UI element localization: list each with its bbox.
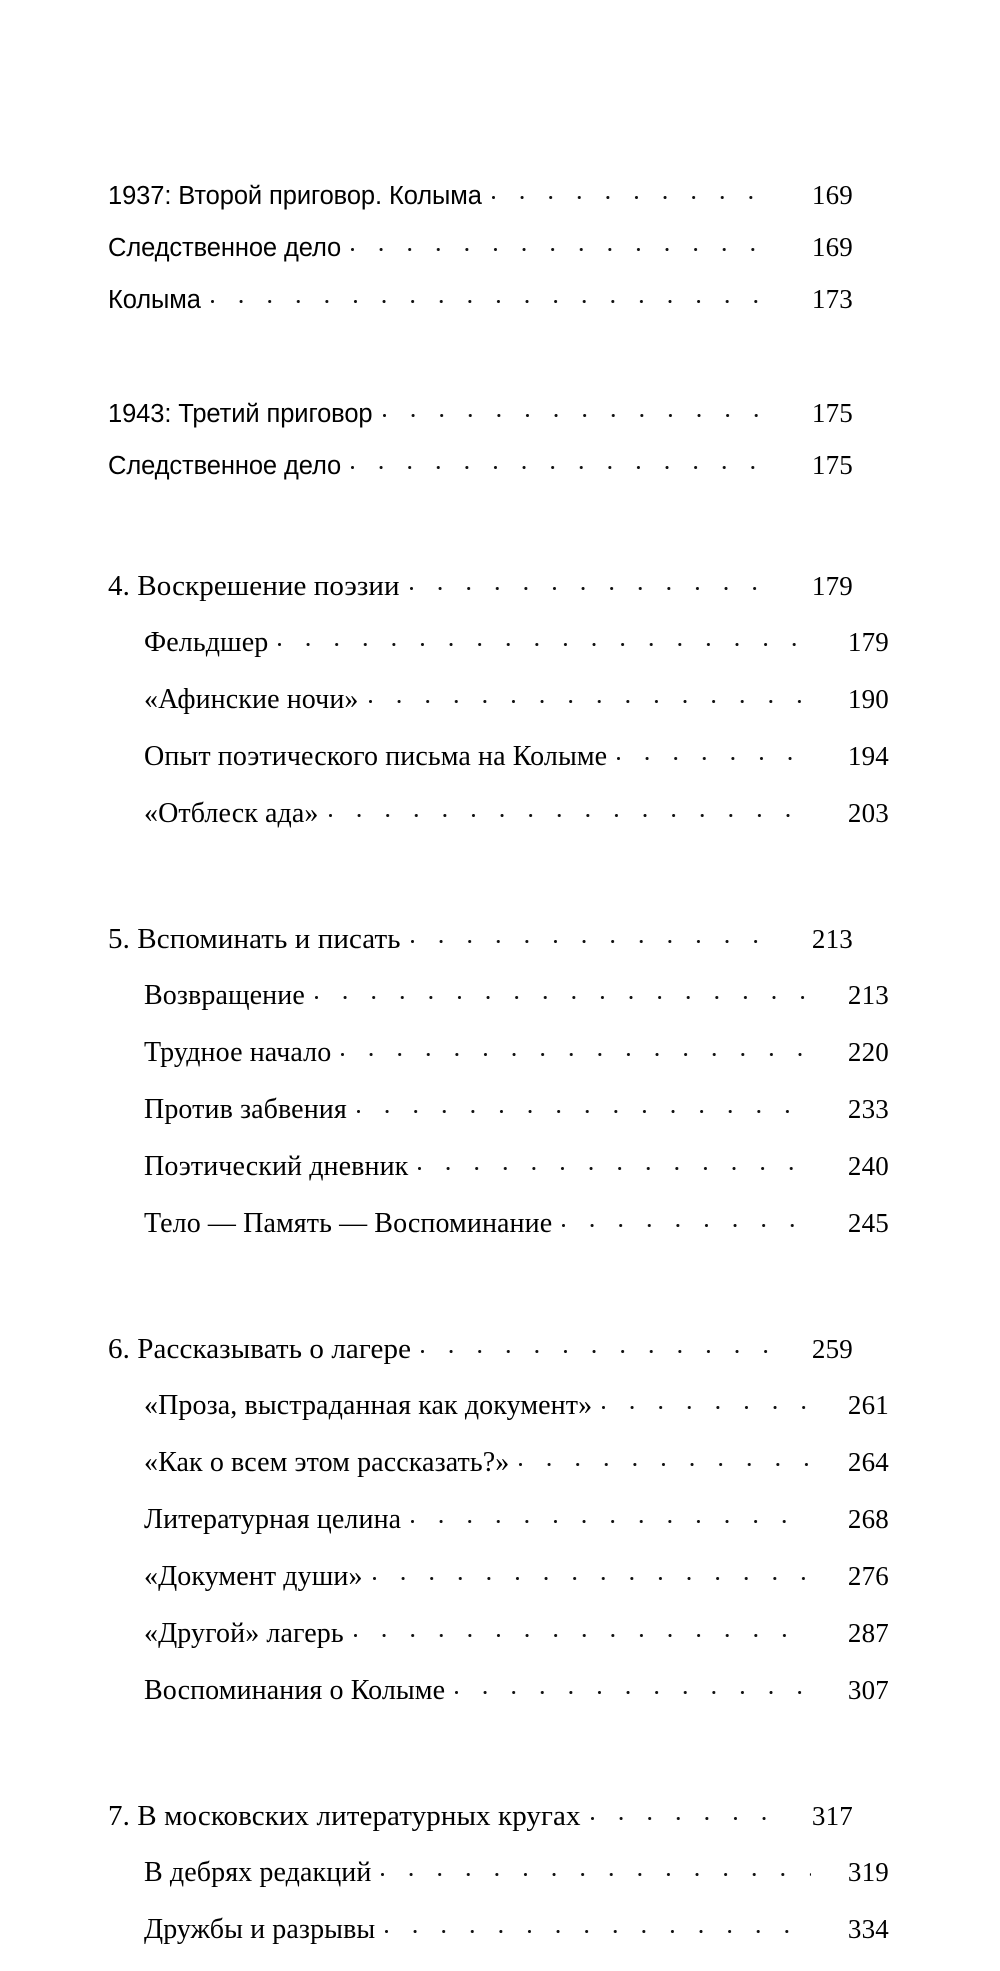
section-gap [108, 855, 853, 923]
toc-entry[interactable] [108, 232, 853, 284]
toc-entry-title: Литературная целина [144, 1504, 402, 1535]
toc-group [108, 570, 889, 855]
toc-entry[interactable] [108, 284, 853, 336]
toc-group [108, 180, 853, 336]
dot-leader [410, 579, 775, 595]
toc-entry-title: Поэтический дневник [144, 1151, 409, 1182]
toc-entry-title: 1943: Третий приговор [108, 400, 373, 428]
dot-leader [383, 406, 776, 422]
toc-page-number: 334 [847, 1914, 889, 1944]
toc-group [108, 1333, 889, 1732]
dot-leader [385, 1922, 811, 1938]
toc-page-number: 268 [847, 1504, 889, 1534]
toc-page-number: 190 [847, 684, 889, 714]
table-of-contents [108, 180, 889, 1971]
dot-leader [341, 1045, 811, 1061]
toc-entry-title: 1937: Второй приговор. Колыма [108, 182, 482, 210]
toc-page-number: 179 [811, 571, 853, 601]
toc-entry-title: Следственное дело [108, 452, 342, 480]
toc-entry-title: Дружбы и разрывы [144, 1914, 376, 1945]
toc-page-number: 317 [811, 1801, 853, 1831]
toc-entry-title: «Документ души» [144, 1561, 363, 1592]
toc-subentry[interactable] [108, 741, 889, 798]
toc-page-number: 287 [847, 1618, 889, 1648]
toc-page-number: 240 [847, 1151, 889, 1181]
dot-leader [418, 1159, 811, 1175]
toc-entry[interactable] [108, 923, 853, 980]
dot-leader [411, 932, 775, 948]
toc-page-number: 259 [811, 1334, 853, 1364]
toc-entry[interactable] [108, 450, 853, 502]
toc-entry-title: «Отблеск ада» [144, 798, 319, 829]
toc-subentry[interactable] [108, 627, 889, 684]
dot-leader [211, 292, 775, 308]
toc-entry-title: 7. В московских литературных кругах [108, 1800, 581, 1832]
toc-subentry[interactable] [108, 980, 889, 1037]
toc-entry-title: «Афинские ночи» [144, 684, 359, 715]
toc-entry-title: Трудное начало [144, 1037, 332, 1068]
toc-subentry[interactable] [108, 1675, 889, 1732]
dot-leader [373, 1569, 811, 1585]
toc-entry-title: 6. Рассказывать о лагере [108, 1333, 412, 1365]
toc-entry-title: «Другой» лагерь [144, 1618, 344, 1649]
toc-page-number: 175 [811, 398, 853, 428]
toc-page-number: 264 [847, 1447, 889, 1477]
toc-page-number: 307 [847, 1675, 889, 1705]
toc-entry-title: «Как о всем этом рассказать?» [144, 1447, 510, 1478]
dot-leader [591, 1809, 775, 1825]
toc-page-number: 319 [847, 1857, 889, 1887]
toc-page-number: 220 [847, 1037, 889, 1067]
section-gap [108, 336, 853, 398]
toc-subentry[interactable] [108, 684, 889, 741]
toc-page-number: 179 [847, 627, 889, 657]
toc-page-number: 194 [847, 741, 889, 771]
toc-subentry[interactable] [108, 1094, 889, 1151]
section-gap [108, 502, 853, 570]
toc-entry[interactable] [108, 180, 853, 232]
dot-leader [278, 635, 811, 651]
toc-entry-title: 5. Вспоминать и писать [108, 923, 401, 955]
dot-leader [381, 1865, 811, 1881]
toc-subentry[interactable] [108, 1390, 889, 1447]
dot-leader [357, 1102, 811, 1118]
toc-group [108, 923, 889, 1265]
dot-leader [351, 240, 775, 256]
dot-leader [492, 188, 775, 204]
toc-subentry[interactable] [108, 1561, 889, 1618]
dot-leader [421, 1342, 775, 1358]
toc-entry-title: Против забвения [144, 1094, 347, 1125]
toc-entry-title: 4. Воскрешение поэзии [108, 570, 400, 602]
dot-leader [354, 1626, 811, 1642]
toc-entry[interactable] [108, 398, 853, 450]
toc-subentry[interactable] [108, 1857, 889, 1914]
toc-subentry[interactable] [108, 1447, 889, 1504]
section-gap [108, 1732, 853, 1800]
toc-entry-title: Тело — Память — Воспоминание [144, 1208, 553, 1239]
toc-subentry[interactable] [108, 1914, 889, 1971]
toc-entry-title: В дебрях редакций [144, 1857, 372, 1888]
toc-page-number: 169 [811, 180, 853, 210]
dot-leader [351, 458, 775, 474]
dot-leader [617, 749, 811, 765]
dot-leader [411, 1512, 811, 1528]
dot-leader [315, 988, 811, 1004]
toc-entry[interactable] [108, 1800, 853, 1857]
toc-page-number: 213 [811, 924, 853, 954]
dot-leader [455, 1683, 811, 1699]
toc-page-number: 261 [847, 1390, 889, 1420]
toc-subentry[interactable] [108, 1151, 889, 1208]
toc-subentry[interactable] [108, 1618, 889, 1675]
toc-page-number: 233 [847, 1094, 889, 1124]
dot-leader [369, 692, 811, 708]
toc-subentry[interactable] [108, 1037, 889, 1094]
toc-entry-title: «Проза, выстраданная как документ» [144, 1390, 593, 1421]
toc-page-number: 175 [811, 450, 853, 480]
toc-entry-title: Опыт поэтического письма на Колыме [144, 741, 608, 772]
toc-entry-title: Фельдшер [144, 627, 269, 658]
toc-subentry[interactable] [108, 798, 889, 855]
dot-leader [519, 1455, 811, 1471]
toc-group [108, 1800, 889, 1971]
toc-entry-title: Возвращение [144, 980, 305, 1011]
toc-entry-title: Колыма [108, 286, 201, 314]
toc-group [108, 398, 853, 502]
toc-page-number: 245 [847, 1208, 889, 1238]
section-gap [108, 1265, 853, 1333]
toc-page-number: 276 [847, 1561, 889, 1591]
dot-leader [602, 1398, 811, 1414]
toc-subentry[interactable] [108, 1208, 889, 1265]
toc-page-number: 169 [811, 232, 853, 262]
toc-page-number: 203 [847, 798, 889, 828]
toc-entry-title: Следственное дело [108, 234, 342, 262]
toc-page-number: 213 [847, 980, 889, 1010]
toc-entry[interactable] [108, 570, 853, 627]
dot-leader [329, 806, 811, 822]
toc-entry[interactable] [108, 1333, 853, 1390]
dot-leader [562, 1216, 811, 1232]
toc-page-number: 173 [811, 284, 853, 314]
toc-entry-title: Воспоминания о Колыме [144, 1675, 446, 1706]
toc-subentry[interactable] [108, 1504, 889, 1561]
